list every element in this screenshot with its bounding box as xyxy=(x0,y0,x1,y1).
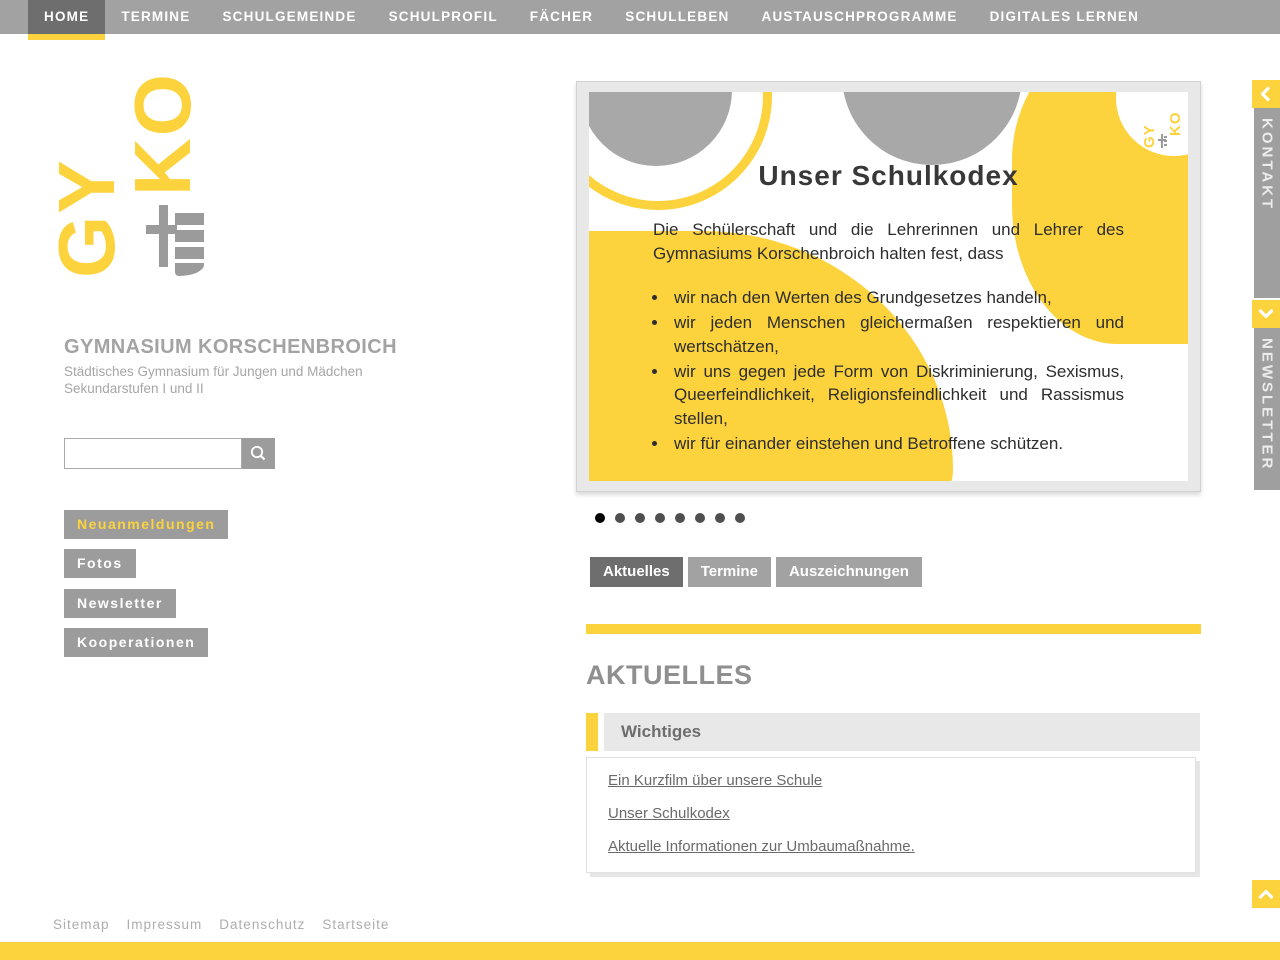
logo-letters-ko: KO xyxy=(118,72,207,196)
search-button[interactable] xyxy=(242,438,275,469)
search-box xyxy=(64,438,275,469)
page-title: AKTUELLES xyxy=(586,660,753,690)
newsletter-toggle-button[interactable] xyxy=(1252,300,1280,328)
carousel-slide-schulkodex[interactable] xyxy=(589,92,1188,481)
corner-logo-ko: KO xyxy=(1167,111,1184,136)
wichtiges-accent-stripe xyxy=(586,713,598,751)
cross-shield-icon xyxy=(146,202,208,276)
sidebar-button-newsletter[interactable]: Newsletter xyxy=(64,589,176,618)
search-icon xyxy=(249,444,268,463)
slide-bullet: • wir nach den Werten des Grundgesetzes handeln, xyxy=(669,286,1124,310)
footer-link-impressum[interactable]: Impressum xyxy=(126,917,203,932)
sidebar-button-neuanmeldungen[interactable]: Neuanmeldungen xyxy=(64,510,228,539)
nav-item-schulprofil[interactable]: SCHULPROFIL xyxy=(388,9,498,24)
link-umbaumassnahme[interactable]: Aktuelle Informationen zur Umbaumaßnahme. xyxy=(608,838,915,855)
nav-item-home[interactable]: HOME xyxy=(28,0,105,34)
school-subtitle-line1: Städtisches Gymnasium für Jungen und Mädchen xyxy=(64,364,363,379)
nav-item-schulleben[interactable]: SCHULLEBEN xyxy=(625,9,730,24)
footer-link-datenschutz[interactable]: Datenschutz xyxy=(219,917,306,932)
school-subtitle-line2: Sekundarstufen I und II xyxy=(64,380,204,396)
wichtiges-header: Wichtiges xyxy=(604,713,1200,751)
kontakt-tab[interactable] xyxy=(1254,108,1280,298)
nav-item-digitales-lernen[interactable]: DIGITALES LERNEN xyxy=(989,9,1140,24)
nav-item-austauschprogramme[interactable]: AUSTAUSCHPROGRAMME xyxy=(761,9,958,24)
newsletter-tab[interactable] xyxy=(1254,328,1280,490)
school-subtitle xyxy=(64,364,363,397)
tab-termine[interactable]: Termine xyxy=(688,557,771,587)
tab-aktuelles[interactable]: Aktuelles xyxy=(590,557,683,587)
footer-link-startseite[interactable]: Startseite xyxy=(322,917,390,932)
slide-bullet-list xyxy=(669,286,1124,456)
carousel-dot-1[interactable] xyxy=(595,513,605,523)
carousel-dot-3[interactable] xyxy=(635,513,645,523)
chevron-down-icon xyxy=(1258,306,1274,322)
carousel-dot-4[interactable] xyxy=(655,513,665,523)
footer-links xyxy=(53,917,389,932)
nav-item-termine[interactable]: TERMINE xyxy=(121,9,191,24)
footer-link-sitemap[interactable]: Sitemap xyxy=(53,917,110,932)
hero-carousel xyxy=(576,81,1201,492)
carousel-dot-2[interactable] xyxy=(615,513,625,523)
carousel-dot-7[interactable] xyxy=(715,513,725,523)
link-schulkodex[interactable]: Unser Schulkodex xyxy=(608,805,730,822)
slide-intro: Die Schülerschaft und die Lehrerinnen und Lehrer des Gymnasiums Korschenbroich halten fest, dass xyxy=(653,220,1124,264)
content-tabs xyxy=(590,557,922,587)
yellow-divider xyxy=(586,624,1201,634)
nav-item-faecher[interactable]: FÄCHER xyxy=(529,9,594,24)
sidebar-button-kooperationen[interactable]: Kooperationen xyxy=(64,628,208,657)
sidebar-button-fotos[interactable]: Fotos xyxy=(64,549,136,578)
kontakt-tab-label: KONTAKT xyxy=(1258,118,1276,212)
slide-bullet: • wir für einander einstehen und Betroffene schützen. xyxy=(669,432,1124,456)
kontakt-toggle-button[interactable] xyxy=(1252,80,1280,108)
chevron-up-icon xyxy=(1258,886,1274,902)
footer-accent-bar xyxy=(0,942,1280,960)
main-navigation xyxy=(0,0,1280,34)
logo-letters-gy: GY xyxy=(42,158,131,278)
search-input[interactable] xyxy=(64,438,242,469)
school-name: GYMNASIUM KORSCHENBROICH xyxy=(64,336,397,358)
carousel-dot-5[interactable] xyxy=(675,513,685,523)
chevron-left-icon xyxy=(1258,86,1274,102)
slide-title: Unser Schulkodex xyxy=(758,160,1019,191)
carousel-dot-6[interactable] xyxy=(695,513,705,523)
nav-item-schulgemeinde[interactable]: SCHULGEMEINDE xyxy=(222,9,357,24)
corner-logo-gy: GY xyxy=(1141,124,1158,148)
scroll-to-top-button[interactable] xyxy=(1252,880,1280,908)
link-kurzfilm[interactable]: Ein Kurzfilm über unsere Schule xyxy=(608,772,823,789)
tab-auszeichnungen[interactable]: Auszeichnungen xyxy=(776,557,922,587)
newsletter-tab-label: NEWSLETTER xyxy=(1258,338,1276,472)
carousel-dots xyxy=(595,513,745,523)
carousel-dot-8[interactable] xyxy=(735,513,745,523)
slide-bullet: • wir uns gegen jede Form von Diskriminierung, Sexismus, Queerfeindlichkeit, Religionsfeindlichkeit und Rassismus stellen, xyxy=(669,360,1124,431)
slide-content xyxy=(589,92,1188,456)
wichtiges-links-box xyxy=(586,757,1196,873)
slide-bullet: • wir jeden Menschen gleichermaßen respektieren und wertschätzen, xyxy=(669,311,1124,359)
